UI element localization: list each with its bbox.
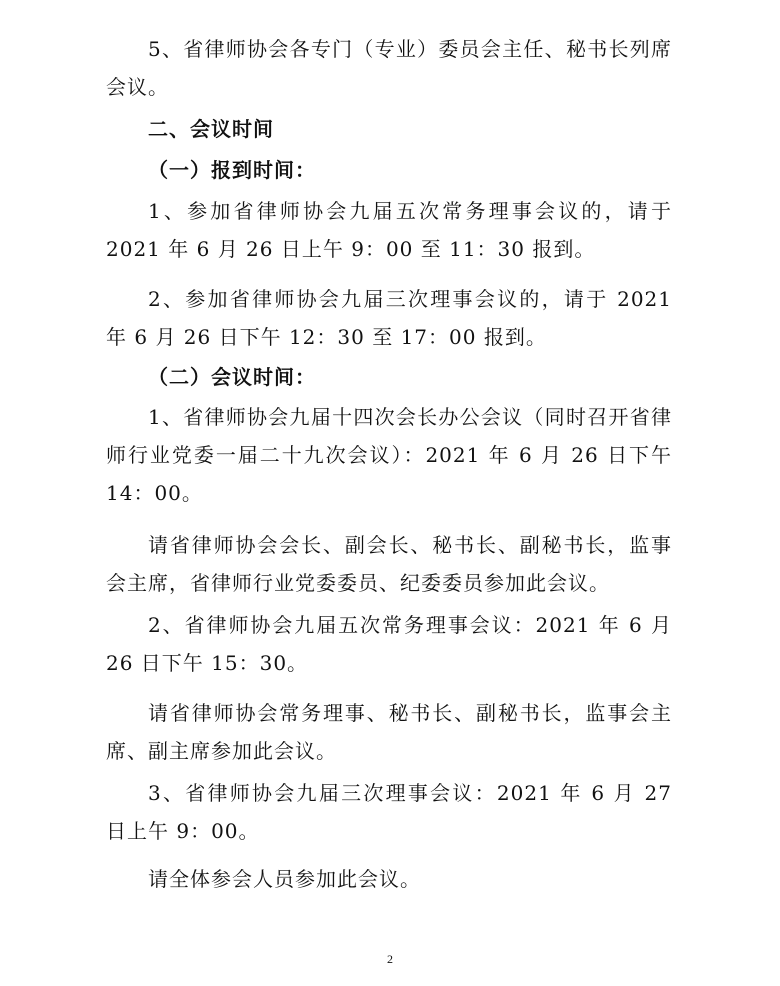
paragraph-meeting-item1-attendees: 请省律师协会会长、副会长、秘书长、副秘书长，监事会主席，省律师行业党委委员、纪委委员参加此会议。: [106, 533, 672, 595]
paragraph-meeting-item3-attendees: 请全体参会人员参加此会议。: [148, 867, 421, 891]
section-heading-meeting-time: 二、会议时间: [148, 117, 274, 141]
paragraph-meeting-item1: 1、省律师协会九届十四次会长办公会议（同时召开省律师行业党委一届二十九次会议）：2021 年 6 月 26 日下午 14：00。: [106, 405, 672, 505]
subheading-registration-time: （一）报到时间：: [148, 158, 316, 182]
paragraph-registration-item1: 1、参加省律师协会九届五次常务理事会议的，请于 2021 年 6 月 26 日上午 9：00 至 11：30 报到。: [106, 199, 672, 261]
subheading-meeting-time: （二）会议时间：: [148, 365, 316, 389]
page-number: 2: [387, 952, 393, 966]
paragraph-meeting-item2: 2、省律师协会九届五次常务理事会议：2021 年 6 月 26 日下午 15：30。: [106, 613, 672, 675]
paragraph-registration-item2: 2、参加省律师协会九届三次理事会议的，请于 2021 年 6 月 26 日下午 12：30 至 17：00 报到。: [106, 287, 672, 349]
paragraph-meeting-item2-attendees: 请省律师协会常务理事、秘书长、副秘书长，监事会主席、副主席参加此会议。: [106, 701, 672, 763]
paragraph-meeting-item3: 3、省律师协会九届三次理事会议：2021 年 6 月 27 日上午 9：00。: [106, 781, 672, 843]
paragraph-attendees-item5: 5、省律师协会各专门（专业）委员会主任、秘书长列席会议。: [106, 37, 672, 99]
